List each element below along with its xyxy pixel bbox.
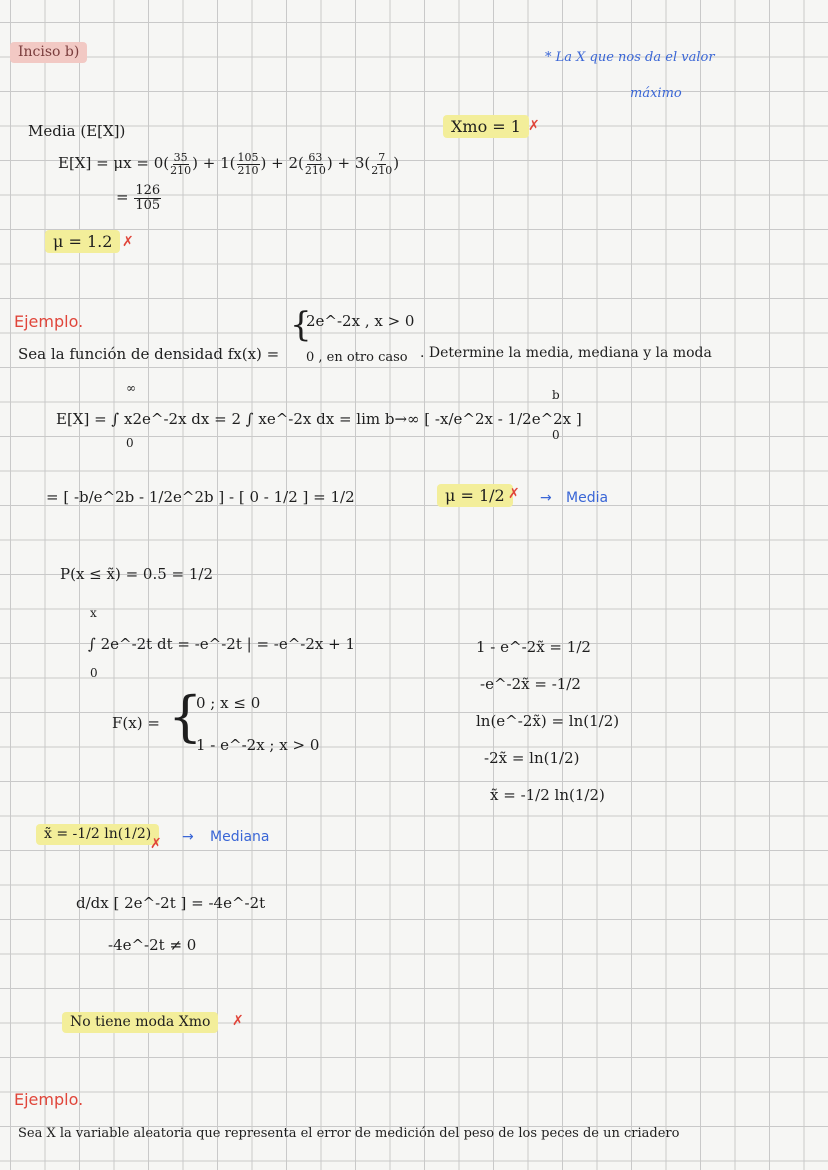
fraction-num: 105 — [237, 151, 259, 164]
cdf-piece-1: 0 ; x ≤ 0 — [196, 694, 261, 712]
fraction — [371, 152, 392, 176]
inciso-tag: Inciso b) — [10, 42, 87, 63]
arrow-right-icon: → — [182, 829, 194, 845]
check-mark-icon: ✗ — [150, 836, 162, 852]
evaluation-line: = [ -b/e^2b - 1/2e^2b ] - [ 0 - 1/2 ] = 1/2 — [46, 488, 355, 506]
fraction-num: 7 — [378, 151, 386, 164]
fraction-den: 210 — [237, 163, 259, 177]
check-mark-icon: ✗ — [528, 118, 540, 134]
equals-sign: = — [116, 188, 129, 207]
media-label: Media (E[X]) — [28, 122, 126, 140]
example-title-2: Ejemplo. — [14, 1090, 84, 1109]
ex-term: ) + 2( — [260, 154, 304, 173]
probability-line: P(x ≤ x̃) = 0.5 = 1/2 — [60, 565, 214, 583]
cdf-integral: ∫ 2e^-2t dt = -e^-2t | = -e^-2x + 1 — [88, 635, 356, 653]
fraction — [305, 152, 326, 176]
expectation-result — [116, 184, 162, 212]
density-piece-2: 0 , en otro caso — [306, 350, 408, 365]
brace: { — [290, 305, 312, 345]
fraction-num: 126 — [135, 183, 161, 198]
fraction-num: 63 — [308, 151, 323, 164]
media-tag: Media — [566, 490, 609, 506]
example-2-text: Sea X la variable aleatoria que representa el error de medición del peso de los peces de un criadero — [18, 1126, 680, 1141]
mediana-result: x̃ = -1/2 ln(1/2) — [36, 824, 159, 845]
solve-step-2: -e^-2x̃ = -1/2 — [480, 675, 581, 693]
bracket-upper-limit: b — [552, 388, 560, 402]
fraction-den: 210 — [170, 163, 192, 177]
fraction-den: 210 — [371, 163, 393, 177]
check-mark-icon: ✗ — [508, 486, 520, 502]
arrow-right-icon: → — [540, 490, 552, 506]
mu-result: μ = 1.2 — [45, 230, 120, 253]
fraction — [134, 184, 161, 212]
fraction-den: 105 — [135, 197, 161, 213]
ex-lhs: E[X] = μx = 0( — [58, 154, 170, 173]
solve-step-5: x̃ = -1/2 ln(1/2) — [490, 786, 605, 804]
density-piece-1: 2e^-2x , x > 0 — [306, 312, 415, 330]
integral-lower-limit: 0 — [126, 436, 134, 450]
ex-term: ) + 3( — [326, 154, 371, 173]
note-line-2: máximo — [630, 86, 682, 101]
solve-step-4: -2x̃ = ln(1/2) — [484, 749, 580, 767]
cdf-lhs: F(x) = — [112, 714, 160, 732]
integral2-lower-limit: 0 — [90, 666, 98, 680]
note-line-1: * La X que nos da el valor — [545, 50, 715, 65]
density-intro: Sea la función de densidad fx(x) = — [18, 345, 280, 363]
derivative-line: d/dx [ 2e^-2t ] = -4e^-2t — [76, 894, 266, 912]
ex-term: ) — [393, 154, 400, 173]
cdf-piece-2: 1 - e^-2x ; x > 0 — [196, 736, 320, 754]
fraction-num: 35 — [173, 151, 188, 164]
ex-term: ) + 1( — [192, 154, 236, 173]
solve-step-1: 1 - e^-2x̃ = 1/2 — [476, 638, 591, 656]
brace: { — [168, 685, 203, 748]
integral2-upper-limit: x — [90, 606, 97, 620]
example-title: Ejemplo. — [14, 312, 84, 331]
mediana-tag: Mediana — [210, 829, 270, 845]
xmo-result: Xmo = 1 — [443, 115, 529, 138]
density-task: . Determine la media, mediana y la moda — [420, 345, 712, 361]
integral-upper-limit: ∞ — [126, 381, 136, 395]
moda-result: No tiene moda Xmo — [62, 1012, 218, 1033]
mu-half-result: μ = 1/2 — [437, 484, 513, 507]
fraction — [237, 152, 260, 176]
fraction — [170, 152, 191, 176]
bracket-lower-limit: 0 — [552, 428, 560, 442]
solve-step-3: ln(e^-2x̃) = ln(1/2) — [476, 712, 620, 730]
derivative-nonzero: -4e^-2t ≠ 0 — [108, 936, 197, 954]
check-mark-icon: ✗ — [122, 234, 134, 250]
expectation-formula — [58, 152, 399, 176]
expectation-integral: E[X] = ∫ x2e^-2x dx = 2 ∫ xe^-2x dx = lim b→∞ [ -x/e^2x - 1/2e^2x ] — [56, 410, 582, 428]
fraction-den: 210 — [304, 163, 326, 177]
check-mark-icon: ✗ — [232, 1013, 244, 1029]
